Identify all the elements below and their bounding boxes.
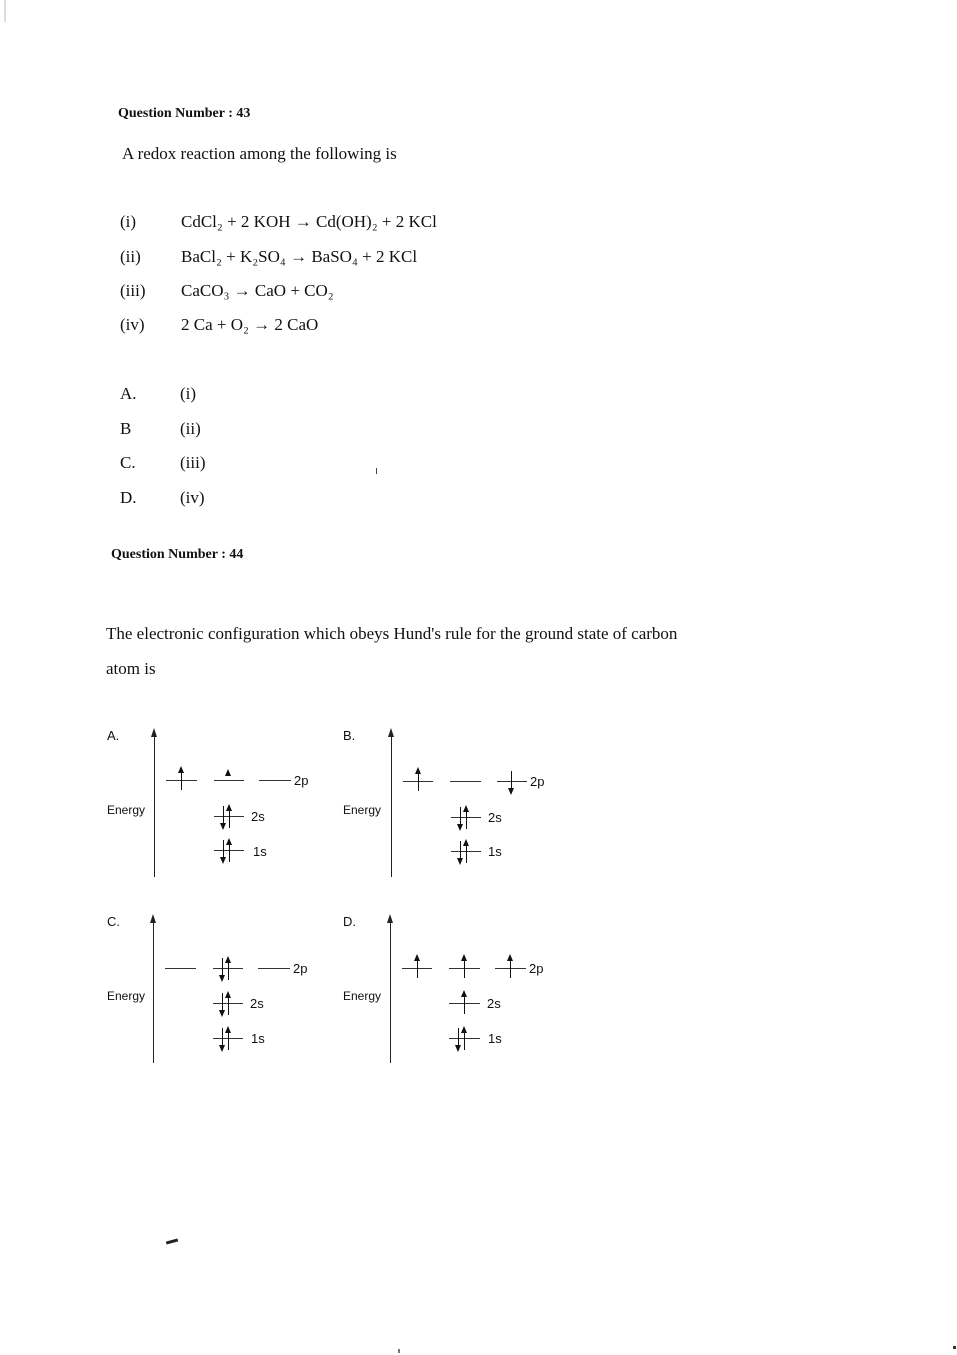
spin-down-arrow-icon [458,1028,459,1050]
diagram-letter: C. [107,914,120,929]
energy-axis [391,734,392,877]
sublevel-label: 1s [488,844,502,859]
scan-speck [953,1346,956,1349]
option-a-letter[interactable]: A. [120,384,137,403]
reaction-label: (iii) [120,281,146,300]
diagram-letter: A. [107,728,120,743]
diagram-letter: B. [343,728,356,743]
spin-up-arrow-icon [418,769,419,791]
option-b-value[interactable]: (ii) [180,419,201,438]
orbital-2p-2 [214,780,244,781]
question-43-prompt: A redox reaction among the following is [122,144,397,163]
spin-up-small-arrow-icon [228,771,229,775]
spin-up-arrow-icon [464,992,465,1014]
spin-up-arrow-icon [417,956,418,978]
spin-down-arrow-icon [460,841,461,863]
reaction-equation: CaCO₃ → CaO + CO₂ [181,281,334,300]
sublevel-label: 1s [251,1031,265,1046]
option-c-letter[interactable]: C. [120,453,136,472]
sublevel-label: 2p [293,961,308,976]
spin-up-arrow-icon [510,956,511,978]
energy-axis [153,920,154,1063]
orbital-2p-3 [258,968,290,969]
sublevel-label: 1s [253,844,267,859]
spin-down-arrow-icon [223,840,224,862]
reaction-equation: BaCl₂ + K₂SO₄ → BaSO₄ + 2 KCl [181,247,418,266]
option-d-value[interactable]: (iv) [180,488,205,507]
option-b-letter[interactable]: B [120,419,132,438]
spin-down-arrow-icon [223,806,224,828]
spin-up-arrow-icon [229,840,230,862]
sublevel-label: 2s [250,996,264,1011]
scan-mark [166,1238,178,1244]
option-d-letter[interactable]: D. [120,488,137,507]
orbital-2p-3 [497,781,527,782]
spin-up-arrow-icon [466,841,467,863]
orbital-2p-2 [450,781,481,782]
reaction-label: (iv) [120,315,145,334]
spin-up-arrow-icon [181,768,182,790]
spin-up-arrow-icon [228,993,229,1015]
scan-speck [398,1349,400,1353]
option-c-value[interactable]: (iii) [180,453,206,472]
sublevel-label: 2s [487,996,501,1011]
question-44-prompt-line2: atom is [106,659,156,678]
sublevel-label: 2p [530,774,545,789]
orbital-diagram-d[interactable] [343,914,573,1074]
spin-up-arrow-icon [464,956,465,978]
spin-up-arrow-icon [228,1028,229,1050]
energy-label: Energy [343,803,382,817]
question-44-prompt-line1: The electronic configuration which obeys Hund's rule for the ground state of carbon [106,624,678,643]
sublevel-label: 2s [488,810,502,825]
spin-up-arrow-icon [464,1028,465,1050]
question-44-number: Question Number : 44 [111,547,244,562]
spin-down-arrow-icon [222,1028,223,1050]
orbital-2p-3 [259,780,291,781]
energy-label: Energy [107,803,146,817]
orbital-diagram-b[interactable] [343,728,573,888]
sublevel-label: 1s [488,1031,502,1046]
sublevel-label: 2p [529,961,544,976]
spin-up-arrow-icon [466,807,467,829]
energy-axis [390,920,391,1063]
reaction-label: (ii) [120,247,141,266]
spin-up-arrow-icon [229,806,230,828]
reaction-label: (i) [120,212,137,231]
orbital-diagram-a[interactable] [107,728,337,888]
spin-down-arrow-icon [511,771,512,793]
sublevel-label: 2p [294,773,309,788]
scan-edge [4,0,6,22]
question-43-number: Question Number : 43 [118,106,251,121]
scan-speck [376,468,377,474]
orbital-diagram-c[interactable] [107,914,337,1074]
spin-down-arrow-icon [222,993,223,1015]
orbital-2p-1 [165,968,196,969]
spin-down-arrow-icon [460,807,461,829]
energy-label: Energy [107,989,146,1003]
spin-down-arrow-icon [222,958,223,980]
diagram-letter: D. [343,914,356,929]
energy-label: Energy [343,989,382,1003]
energy-axis [154,734,155,877]
option-a-value[interactable]: (i) [180,384,197,403]
sublevel-label: 2s [251,809,265,824]
reaction-equation: CdCl₂ + 2 KOH → Cd(OH)₂ + 2 KCl [181,212,437,231]
spin-up-arrow-icon [228,958,229,980]
reaction-equation: 2 Ca + O₂ → 2 CaO [181,315,319,334]
